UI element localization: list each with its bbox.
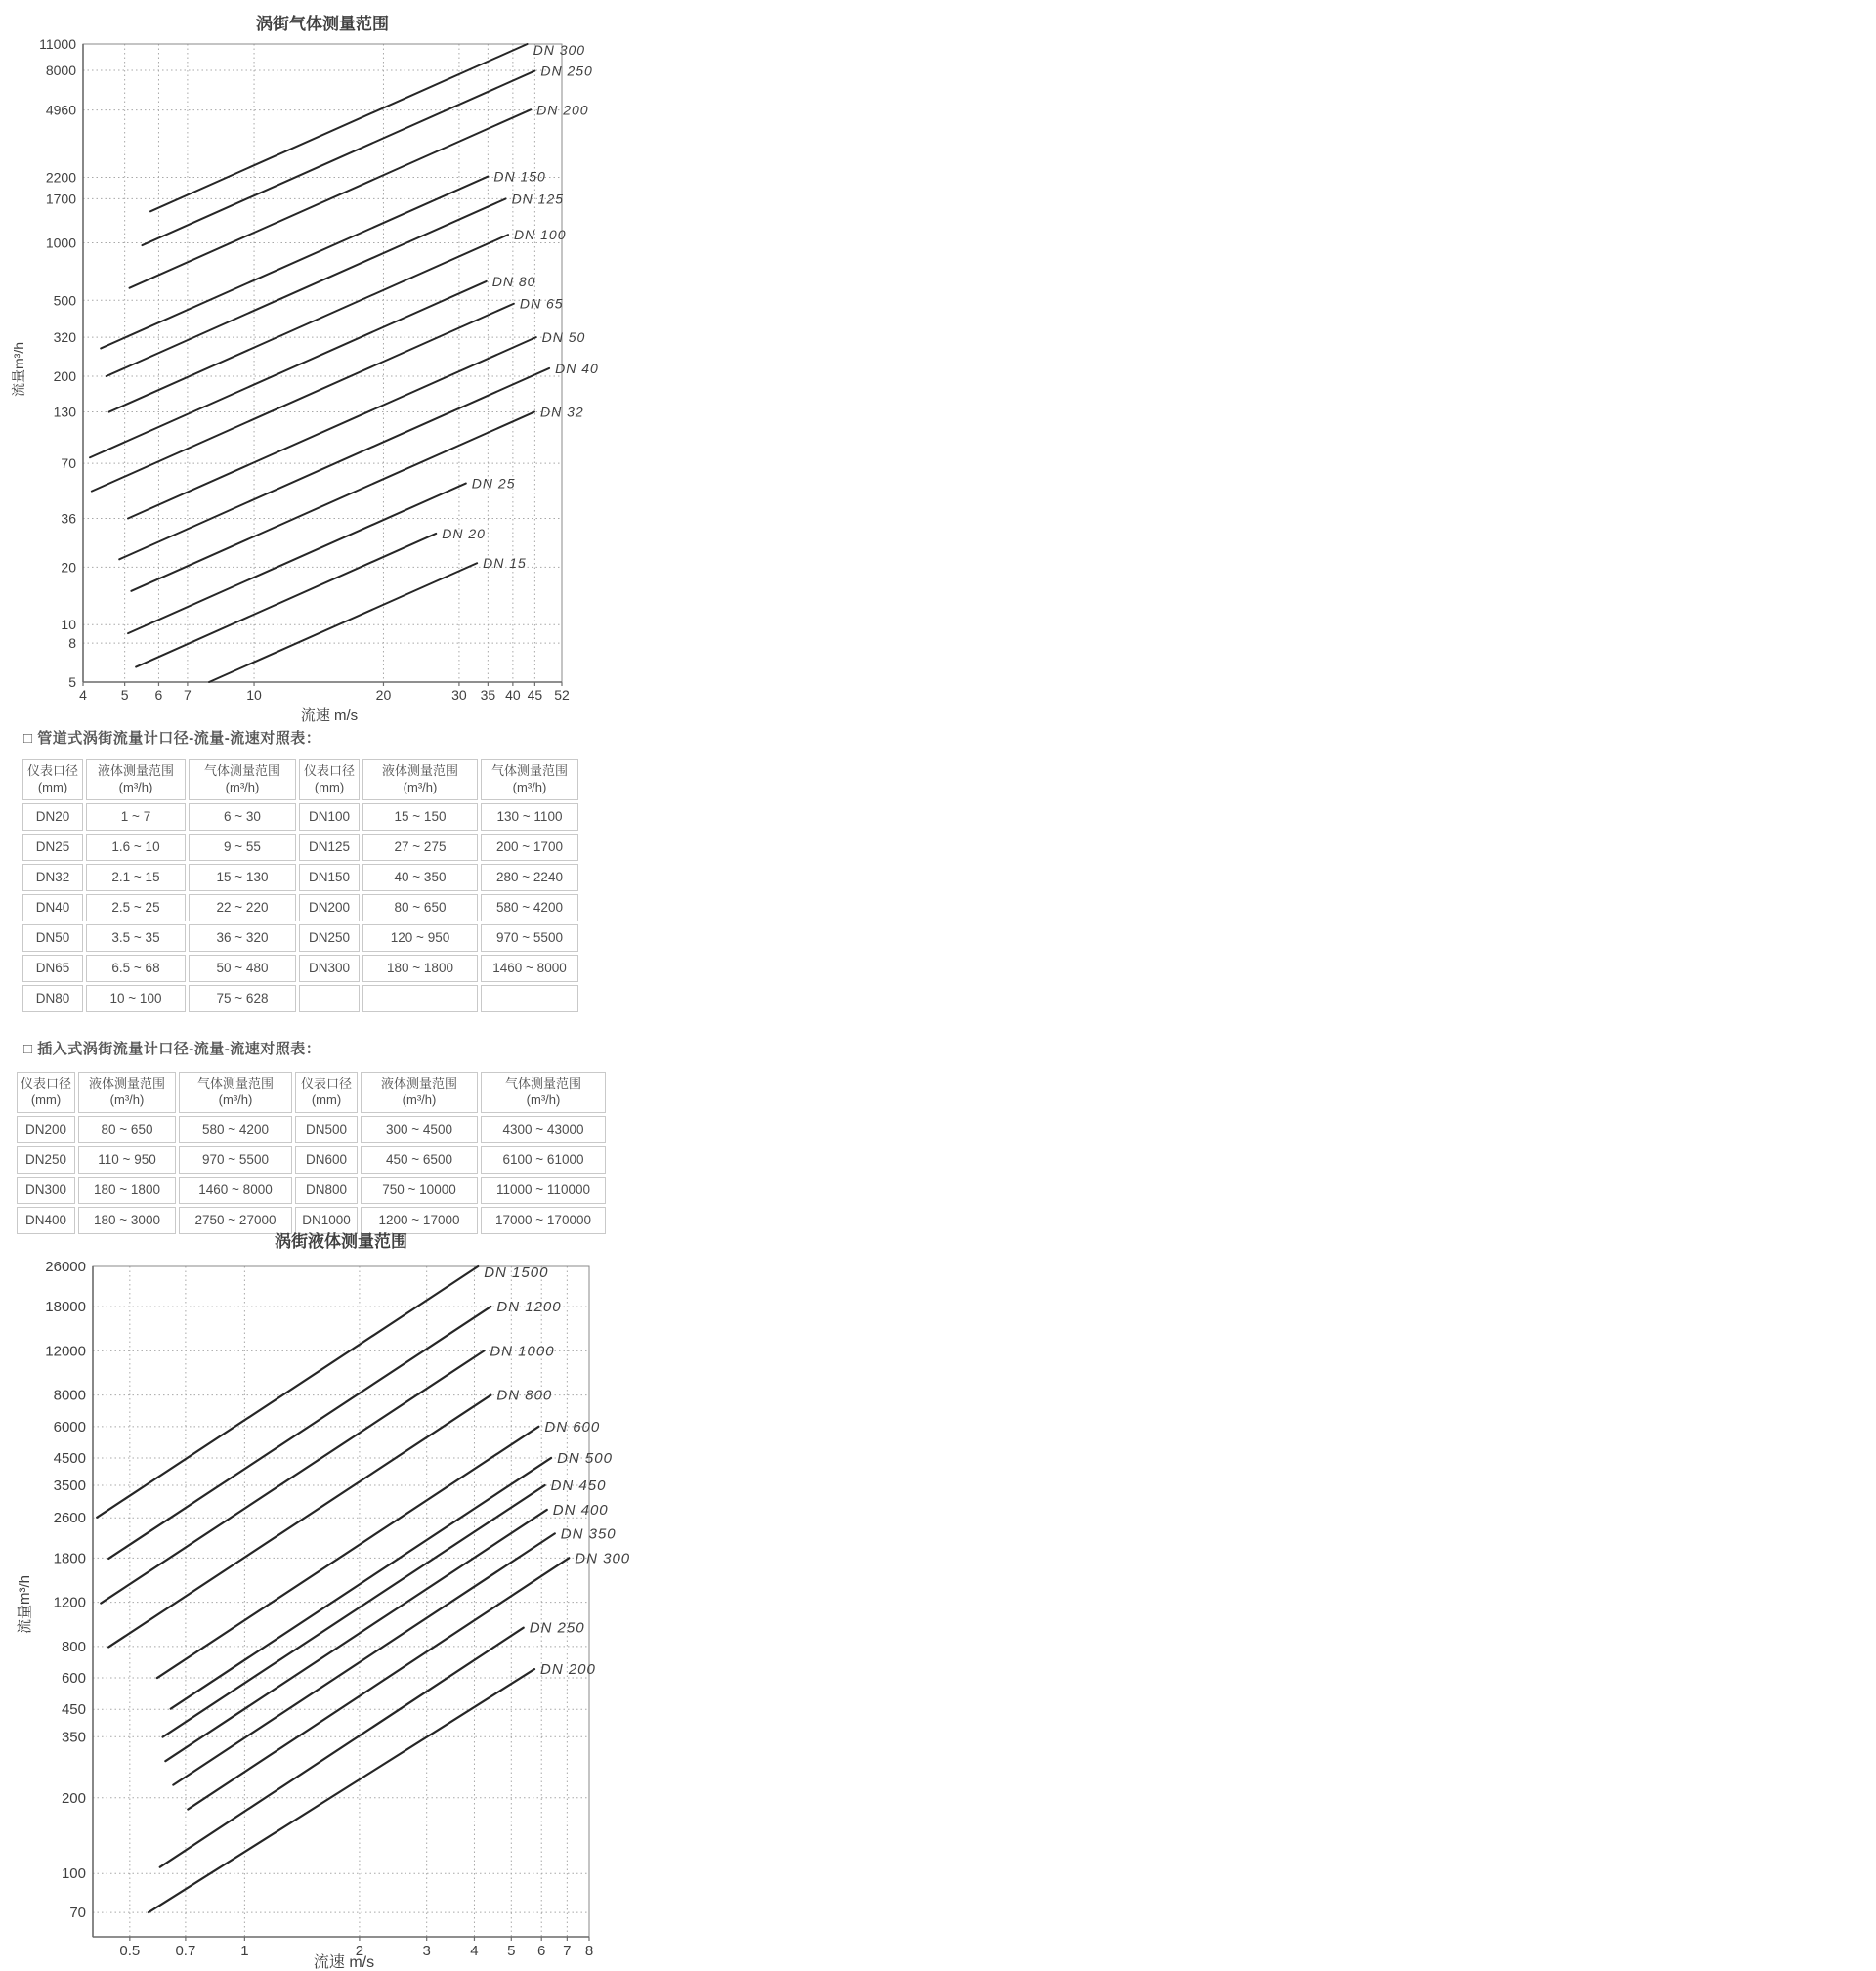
series-label-dn-1200: DN 1200 (496, 1299, 562, 1316)
table-cell (362, 985, 478, 1012)
series-label-dn-600: DN 600 (544, 1418, 601, 1435)
table-cell: DN40 (22, 894, 83, 921)
table-cell: 450 ~ 6500 (361, 1146, 478, 1174)
series-label-dn-300: DN 300 (533, 42, 586, 58)
column-header-label: 液体测量范围 (97, 763, 174, 778)
x-axis-tick-label: 0.5 (119, 1943, 141, 1959)
column-header (481, 1072, 606, 1113)
y-axis-tick-label: 500 (53, 292, 76, 309)
y-axis-tick-label: 11000 (39, 36, 76, 52)
column-header (295, 1072, 358, 1113)
series-line-dn-250 (142, 71, 534, 245)
table-cell: 2.1 ~ 15 (86, 864, 186, 891)
series-label-dn-250: DN 250 (529, 1619, 585, 1637)
column-header (299, 759, 360, 800)
series-label-dn-50: DN 50 (541, 329, 586, 346)
series-label-dn-350: DN 350 (560, 1525, 617, 1543)
x-axis-tick-label: 4 (470, 1943, 479, 1959)
table-cell: DN250 (17, 1146, 75, 1174)
table-cell: 580 ~ 4200 (481, 894, 578, 921)
table-cell: 1200 ~ 17000 (361, 1207, 478, 1234)
table-cell: 280 ~ 2240 (481, 864, 578, 891)
chart-title: 涡街气体测量范围 (256, 15, 389, 33)
x-axis-tick-label: 6 (537, 1943, 546, 1959)
y-axis-tick-label: 4500 (53, 1449, 86, 1467)
x-axis-label: 流速 m/s (300, 707, 359, 724)
series-label-dn-25: DN 25 (471, 475, 516, 492)
column-header-label: 仪表口径 (303, 763, 355, 778)
series-label-dn-150: DN 150 (493, 168, 546, 185)
table-cell: 180 ~ 1800 (362, 955, 478, 982)
table-cell (299, 985, 360, 1012)
table-cell: 180 ~ 3000 (78, 1207, 176, 1234)
table-cell: 120 ~ 950 (362, 924, 478, 952)
table-cell: 6100 ~ 61000 (481, 1146, 606, 1174)
series-label-dn-1000: DN 1000 (490, 1343, 555, 1360)
series-label-dn-200: DN 200 (536, 102, 589, 118)
table-cell: 9 ~ 55 (189, 834, 296, 861)
column-header-unit: (m³/h) (109, 1092, 145, 1107)
series-label-dn-100: DN 100 (514, 227, 567, 243)
x-axis-tick-label: 30 (451, 687, 467, 703)
y-axis-tick-label: 8 (68, 635, 76, 652)
series-line-dn-300 (150, 44, 528, 211)
column-header-label: 气体测量范围 (504, 1076, 581, 1091)
table-cell: DN80 (22, 985, 83, 1012)
insert-table-title: □ 插入式涡街流量计口径-流量-流速对照表： (23, 1041, 321, 1057)
series-label-dn-1500: DN 1500 (484, 1264, 549, 1281)
x-axis-tick-label: 0.7 (175, 1943, 196, 1959)
column-header-label: 仪表口径 (300, 1076, 352, 1091)
y-axis-tick-label: 2600 (53, 1510, 86, 1527)
table-row (17, 1116, 606, 1143)
x-axis-tick-label: 8 (584, 1943, 594, 1959)
column-header-unit: (mm) (314, 779, 345, 794)
y-axis-label: 流量m³/h (17, 1574, 33, 1635)
table-cell: 970 ~ 5500 (481, 924, 578, 952)
y-axis-tick-label: 6000 (53, 1418, 86, 1435)
insert-spec-table (14, 1069, 609, 1237)
column-header-unit: (mm) (37, 779, 68, 794)
y-axis-tick-label: 450 (61, 1701, 86, 1719)
y-axis-tick-label: 12000 (45, 1343, 86, 1360)
table-cell: 1.6 ~ 10 (86, 834, 186, 861)
table-cell: 3.5 ~ 35 (86, 924, 186, 952)
y-axis-label: 流量m³/h (11, 342, 26, 397)
column-header (179, 1072, 292, 1113)
chart-title: 涡街液体测量范围 (275, 1232, 407, 1251)
table-cell: DN200 (299, 894, 360, 921)
series-label-dn-65: DN 65 (519, 295, 564, 312)
table-cell: DN32 (22, 864, 83, 891)
table-cell: 22 ~ 220 (189, 894, 296, 921)
table-cell: 130 ~ 1100 (481, 803, 578, 831)
y-axis-tick-label: 4960 (45, 102, 76, 118)
column-header-label: 液体测量范围 (380, 1076, 457, 1091)
y-axis-tick-label: 1000 (45, 235, 76, 251)
table-cell: 580 ~ 4200 (179, 1116, 292, 1143)
table-cell: 1460 ~ 8000 (481, 955, 578, 982)
column-header-unit: (m³/h) (118, 779, 153, 794)
x-axis-tick-label: 6 (154, 687, 163, 703)
table-cell: 11000 ~ 110000 (481, 1177, 606, 1204)
x-axis-tick-label: 4 (79, 687, 87, 703)
series-line-dn-200 (149, 1669, 534, 1912)
series-label-dn-400: DN 400 (552, 1501, 609, 1519)
table-cell: 15 ~ 130 (189, 864, 296, 891)
table-cell: 180 ~ 1800 (78, 1177, 176, 1204)
table-cell: DN300 (17, 1177, 75, 1204)
table-cell: 970 ~ 5500 (179, 1146, 292, 1174)
y-axis-tick-label: 800 (61, 1638, 86, 1655)
y-axis-tick-label: 3500 (53, 1478, 86, 1495)
y-axis-tick-label: 5 (68, 674, 76, 690)
column-header (17, 1072, 75, 1113)
table-cell: DN150 (299, 864, 360, 891)
x-axis-tick-label: 1 (240, 1943, 249, 1959)
table-cell: 2750 ~ 27000 (179, 1207, 292, 1234)
table-cell: 80 ~ 650 (78, 1116, 176, 1143)
table-cell: 80 ~ 650 (362, 894, 478, 921)
x-axis-tick-label: 10 (246, 687, 262, 703)
y-axis-tick-label: 8000 (53, 1387, 86, 1404)
table-cell (481, 985, 578, 1012)
table-row (22, 864, 578, 891)
column-header-unit: (m³/h) (512, 779, 547, 794)
series-line-dn-65 (92, 304, 514, 492)
table-cell: DN25 (22, 834, 83, 861)
column-header-label: 仪表口径 (20, 1076, 71, 1091)
column-header (22, 759, 83, 800)
x-axis-tick-label: 20 (375, 687, 392, 703)
y-axis-tick-label: 2200 (45, 169, 76, 186)
series-line-dn-100 (109, 235, 508, 411)
series-label-dn-125: DN 125 (511, 191, 565, 207)
series-line-dn-80 (90, 281, 487, 457)
column-header-unit: (mm) (30, 1092, 62, 1107)
y-axis-tick-label: 130 (53, 404, 76, 420)
table-cell: 15 ~ 150 (362, 803, 478, 831)
table-cell: 10 ~ 100 (86, 985, 186, 1012)
series-label-dn-15: DN 15 (483, 555, 527, 572)
series-line-dn-350 (173, 1533, 554, 1784)
column-header-unit: (m³/h) (218, 1092, 253, 1107)
y-axis-tick-label: 20 (61, 559, 76, 576)
column-header (78, 1072, 176, 1113)
y-axis-tick-label: 70 (69, 1905, 86, 1922)
x-axis-tick-label: 35 (480, 687, 496, 703)
table-cell: 36 ~ 320 (189, 924, 296, 952)
series-label-dn-32: DN 32 (539, 404, 584, 420)
table-cell: 6 ~ 30 (189, 803, 296, 831)
column-header-unit: (mm) (311, 1092, 342, 1107)
table-cell: 50 ~ 480 (189, 955, 296, 982)
column-header-label: 液体测量范围 (381, 763, 458, 778)
x-axis-tick-label: 2 (355, 1943, 364, 1959)
table-cell: DN250 (299, 924, 360, 952)
series-label-dn-200: DN 200 (539, 1661, 596, 1679)
table-cell: 1460 ~ 8000 (179, 1177, 292, 1204)
series-label-dn-300: DN 300 (575, 1550, 631, 1567)
y-axis-tick-label: 8000 (45, 63, 76, 79)
series-line-dn-50 (128, 337, 536, 518)
table-row (22, 803, 578, 831)
series-label-dn-800: DN 800 (496, 1387, 553, 1404)
y-axis-tick-label: 200 (61, 1789, 86, 1807)
x-axis-tick-label: 5 (507, 1943, 516, 1959)
table-row (22, 894, 578, 921)
x-axis-tick-label: 40 (505, 687, 521, 703)
gas-measurement-range-chart (0, 0, 645, 731)
series-line-dn-150 (101, 177, 488, 349)
table-row (17, 1177, 606, 1204)
y-axis-tick-label: 320 (53, 329, 76, 346)
pipe-table-header-row (22, 759, 578, 800)
series-label-dn-450: DN 450 (550, 1478, 607, 1495)
table-cell: DN100 (299, 803, 360, 831)
column-header-unit: (m³/h) (225, 779, 260, 794)
column-header-label: 仪表口径 (26, 763, 78, 778)
series-line-dn-15 (209, 563, 477, 682)
table-cell: DN500 (295, 1116, 358, 1143)
table-cell: DN300 (299, 955, 360, 982)
series-line-dn-25 (128, 484, 466, 634)
table-cell: DN1000 (295, 1207, 358, 1234)
insert-table-header-row (17, 1072, 606, 1113)
series-label-dn-80: DN 80 (491, 273, 536, 289)
y-axis-tick-label: 600 (61, 1670, 86, 1688)
table-cell: DN400 (17, 1207, 75, 1234)
table-cell: DN800 (295, 1177, 358, 1204)
table-cell: 17000 ~ 170000 (481, 1207, 606, 1234)
pipe-spec-table (20, 756, 581, 1015)
table-cell: 750 ~ 10000 (361, 1177, 478, 1204)
table-cell: 40 ~ 350 (362, 864, 478, 891)
series-line-dn-500 (171, 1458, 551, 1709)
column-header-label: 气体测量范围 (196, 1076, 274, 1091)
x-axis-tick-label: 7 (184, 687, 192, 703)
y-axis-tick-label: 26000 (45, 1259, 86, 1275)
liquid-measurement-range-chart (0, 1221, 674, 1971)
x-axis-label: 流速 m/s (313, 1954, 375, 1971)
y-axis-tick-label: 10 (61, 617, 76, 633)
series-label-dn-20: DN 20 (442, 525, 486, 541)
pipe-table-title: □ 管道式涡街流量计口径-流量-流速对照表： (23, 730, 321, 747)
table-row (17, 1146, 606, 1174)
x-axis-tick-label: 45 (527, 687, 543, 703)
table-row (22, 834, 578, 861)
series-label-dn-40: DN 40 (555, 360, 599, 376)
table-cell: 27 ~ 275 (362, 834, 478, 861)
table-cell: 200 ~ 1700 (481, 834, 578, 861)
table-cell: 4300 ~ 43000 (481, 1116, 606, 1143)
table-row (22, 985, 578, 1012)
table-cell: DN200 (17, 1116, 75, 1143)
y-axis-tick-label: 200 (53, 368, 76, 385)
series-label-dn-500: DN 500 (557, 1449, 613, 1467)
table-cell: 75 ~ 628 (189, 985, 296, 1012)
series-label-dn-250: DN 250 (540, 63, 593, 79)
y-axis-tick-label: 1200 (53, 1594, 86, 1611)
column-header-label: 气体测量范围 (203, 763, 280, 778)
table-cell: DN600 (295, 1146, 358, 1174)
table-cell: 1 ~ 7 (86, 803, 186, 831)
y-axis-tick-label: 1700 (45, 191, 76, 207)
x-axis-tick-label: 3 (422, 1943, 431, 1959)
table-row (22, 924, 578, 952)
column-header-unit: (m³/h) (402, 1092, 437, 1107)
column-header (189, 759, 296, 800)
column-header-unit: (m³/h) (526, 1092, 561, 1107)
y-axis-tick-label: 18000 (45, 1299, 86, 1316)
column-header (361, 1072, 478, 1113)
table-cell: 6.5 ~ 68 (86, 955, 186, 982)
y-axis-tick-label: 70 (61, 455, 76, 472)
y-axis-tick-label: 36 (61, 510, 76, 527)
column-header (481, 759, 578, 800)
y-axis-tick-label: 100 (61, 1865, 86, 1883)
x-axis-tick-label: 52 (554, 687, 570, 703)
table-cell: DN125 (299, 834, 360, 861)
series-line-dn-250 (160, 1628, 524, 1867)
series-line-dn-125 (107, 198, 506, 376)
table-cell: 110 ~ 950 (78, 1146, 176, 1174)
column-header (86, 759, 186, 800)
x-axis-tick-label: 5 (120, 687, 129, 703)
table-cell: DN65 (22, 955, 83, 982)
gridlines (93, 1266, 589, 1937)
table-cell: DN50 (22, 924, 83, 952)
table-row (22, 955, 578, 982)
y-axis-tick-label: 350 (61, 1729, 86, 1746)
column-header-label: 液体测量范围 (88, 1076, 165, 1091)
table-cell: 300 ~ 4500 (361, 1116, 478, 1143)
y-axis-tick-label: 1800 (53, 1550, 86, 1567)
table-cell: DN20 (22, 803, 83, 831)
column-header-unit: (m³/h) (403, 779, 438, 794)
column-header (362, 759, 478, 800)
x-axis-tick-label: 7 (563, 1943, 572, 1959)
plot-border (93, 1266, 589, 1937)
column-header-label: 气体测量范围 (490, 763, 568, 778)
table-cell: 2.5 ~ 25 (86, 894, 186, 921)
